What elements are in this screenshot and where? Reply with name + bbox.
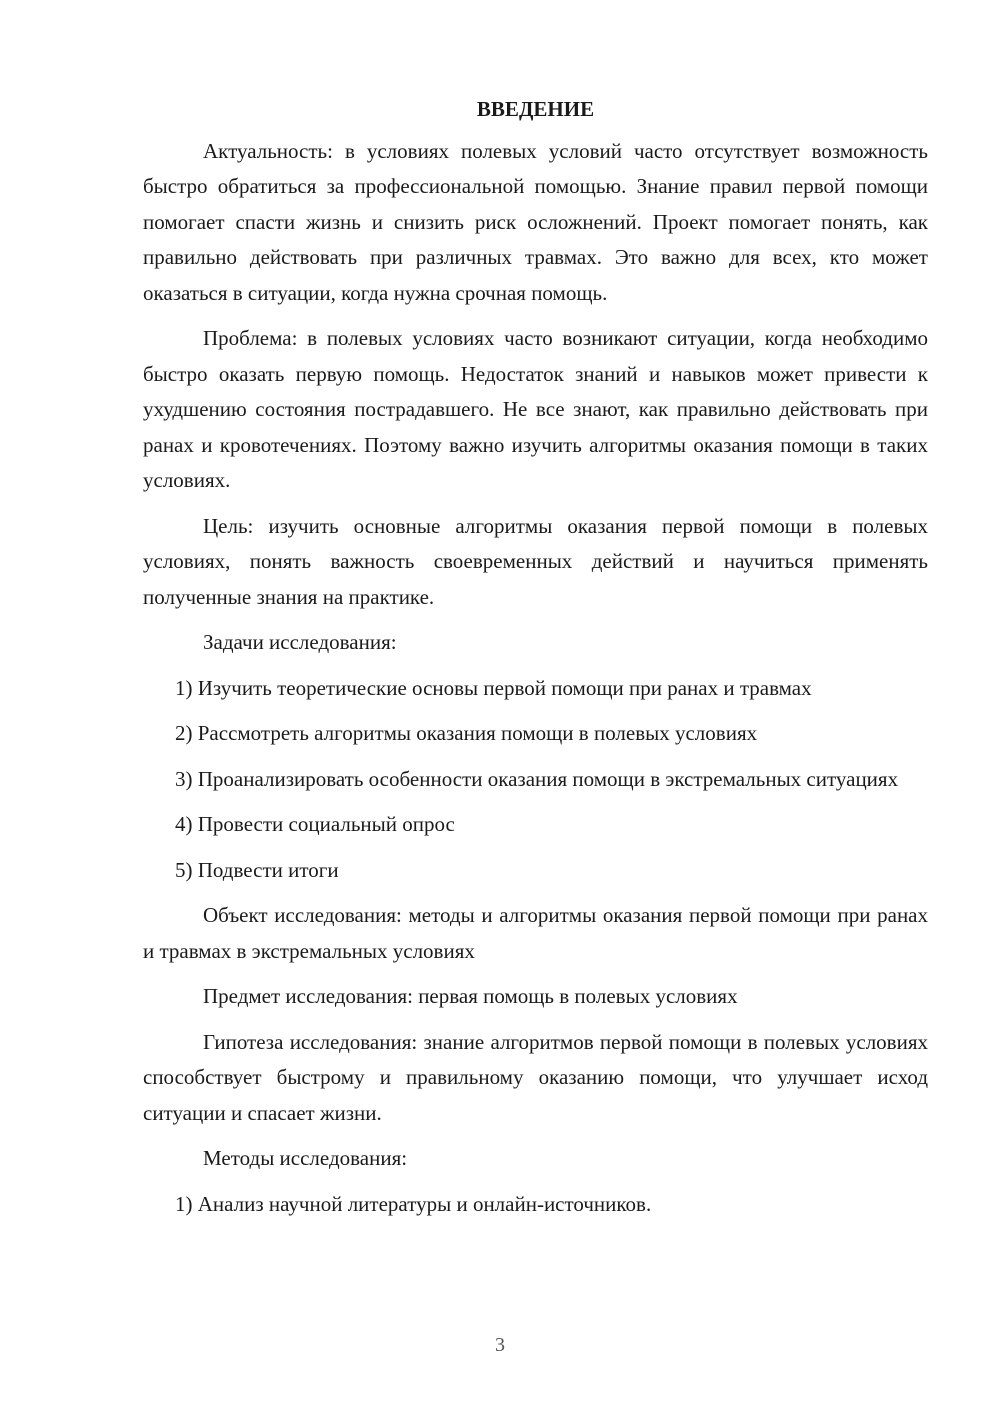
page-number: 3 [495,1334,505,1356]
hypothesis-paragraph: Гипотеза исследования: знание алгоритмов первой помощи в полевых условиях способствует быстрому и правильному оказанию помощи, что улучшает исход ситуации и спасает жизни. [143,1029,928,1125]
goal-paragraph: Цель: изучить основные алгоритмы оказания первой помощи в полевых условиях, понять важность своевременных действий и научиться применять полученные знания на практике. [143,513,928,609]
relevance-paragraph: Актуальность: в условиях полевых условий часто отсутствует возможность быстро обратиться за профессиональной помощью. Знание правил первой помощи помогает спасти жизнь и снизить риск осложнений. Проект помогает понять, как правильно действовать при различных травмах. Это важно для всех, кто может оказаться в ситуации, когда нужна срочная помощь. [143,138,928,305]
problem-paragraph: Проблема: в полевых условиях часто возникают ситуации, когда необходимо быстро оказать первую помощь. Недостаток знаний и навыков может привести к ухудшению состояния пострадавшего. Не все знают, как правильно действовать при ранах и кровотечениях. Поэтому важно изучить алгоритмы оказания помощи в таких условиях. [143,326,928,492]
section-title: ВВЕДЕНИЕ [476,97,595,121]
task-item: 4) Провести социальный опрос [175,812,455,836]
object-paragraph: Объект исследования: методы и алгоритмы оказания первой помощи при ранах и травмах в экстремальных условиях [143,903,928,963]
task-item: 2) Рассмотреть алгоритмы оказания помощи в полевых условиях [175,721,758,745]
document-page [143,92,928,1232]
task-item: 5) Подвести итоги [175,857,339,882]
methods-heading: Методы исследования: [203,1146,408,1170]
task-item: 1) Изучить теоретические основы первой помощи при ранах и травмах [175,675,812,700]
task-item: 3) Проанализировать особенности оказания помощи в экстремальных ситуациях [175,766,899,791]
tasks-heading: Задачи исследования: [203,630,397,654]
method-item: 1) Анализ научной литературы и онлайн-источников. [175,1191,652,1216]
subject-paragraph: Предмет исследования: первая помощь в полевых условиях [203,984,738,1008]
